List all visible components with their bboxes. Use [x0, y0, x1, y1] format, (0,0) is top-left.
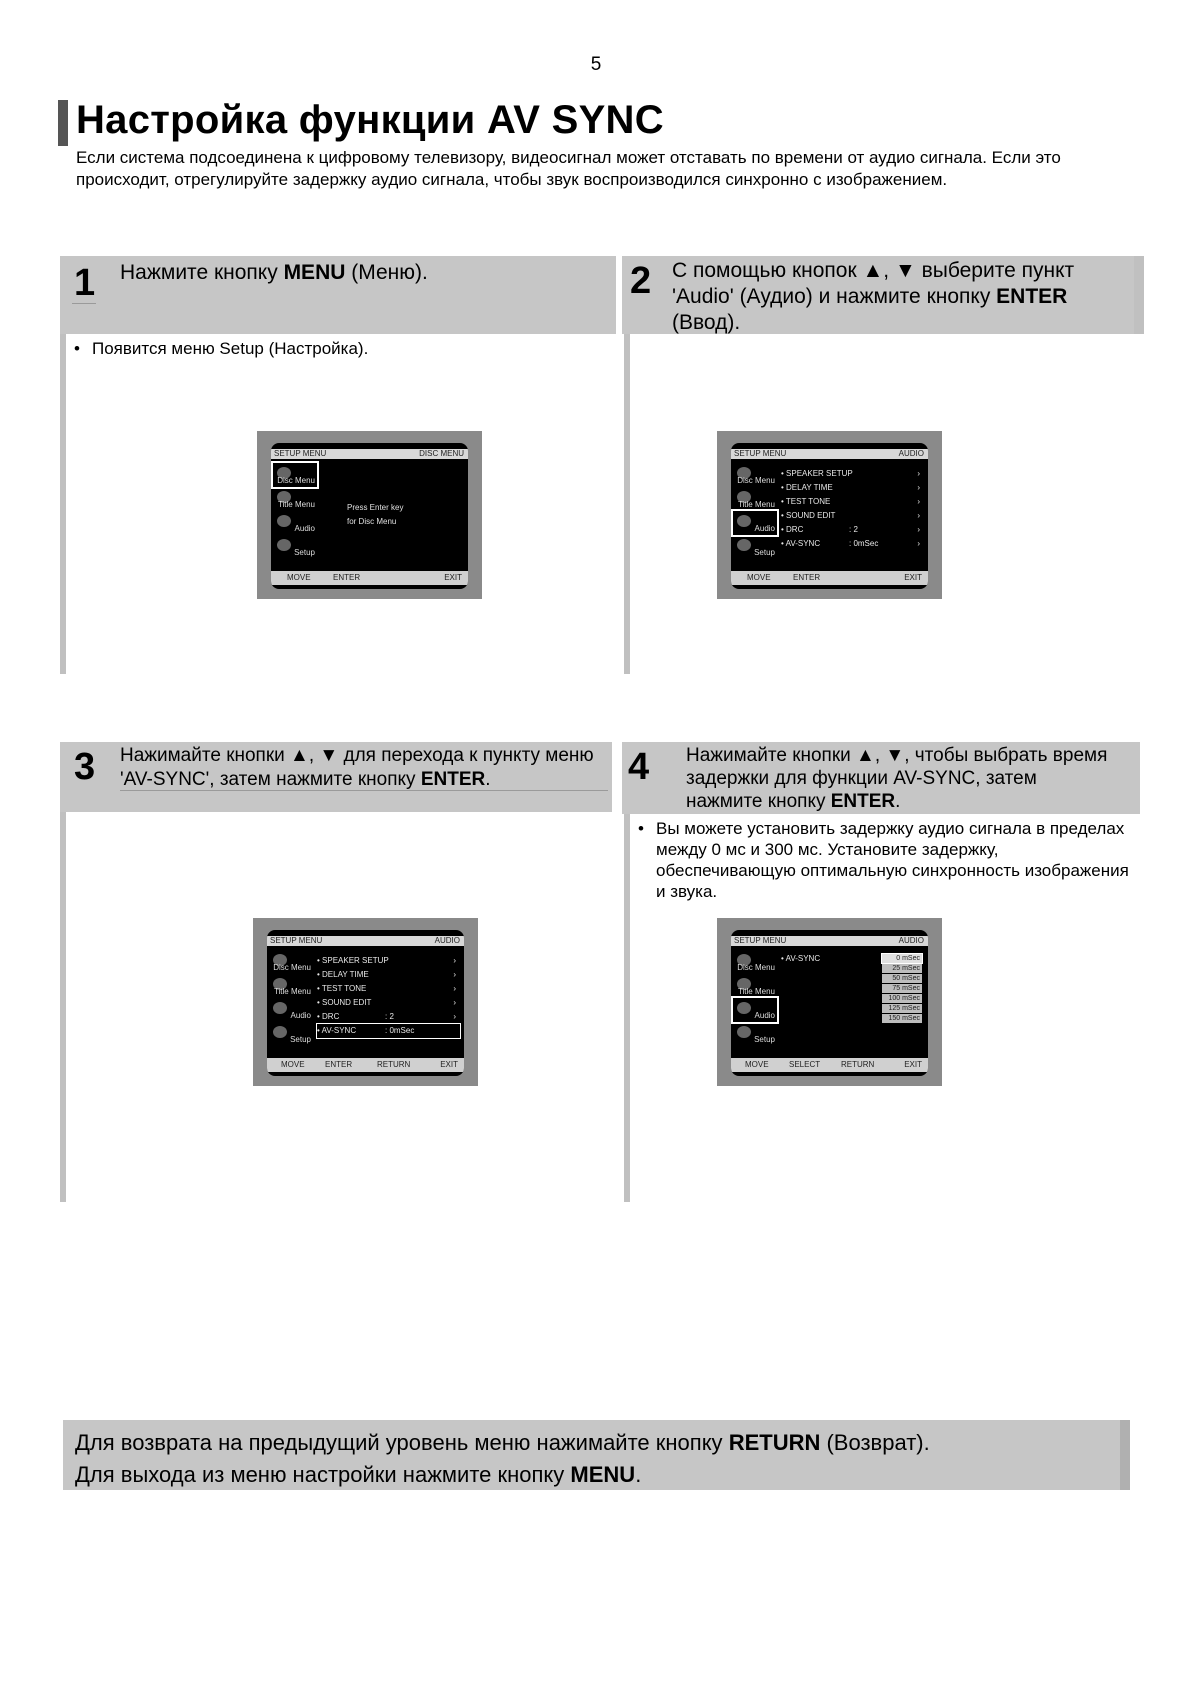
screen-3-top-right: AUDIO [434, 936, 460, 945]
screen-3-return: RETURN [377, 1060, 411, 1069]
step-2-text: С помощью кнопок ▲, ▼ выберите пункт 'Audio' (Аудио) и нажмите кнопку ENTER (Ввод). [672, 259, 1075, 334]
screen-4-move: MOVE [745, 1060, 769, 1069]
screen-3-row-delay-time: • DELAY TIME › [317, 970, 456, 979]
screen-audio-menu [717, 431, 942, 599]
screen-3-row-sound-edit: • SOUND EDIT › [317, 998, 456, 1007]
screen-4-row-av-sync: • AV-SYNC [781, 954, 821, 963]
screen-3-side-setup: Setup [269, 1022, 313, 1046]
screen-1-top-left: SETUP MENU [274, 449, 327, 458]
screen-2-row-av-sync: • AV-SYNC : 0mSec › [781, 539, 920, 548]
page-number: 5 [590, 54, 602, 75]
screen-4-top-left: SETUP MENU [734, 936, 787, 945]
screen-1-exit: EXIT [444, 573, 462, 582]
screen-2-side-title: Title Menu [733, 487, 777, 511]
footer-note [63, 1420, 1125, 1490]
screen-4-side-disc: Disc Menu [733, 950, 777, 974]
title-accent-bar [58, 100, 68, 146]
screen-3-side-audio: Audio [269, 998, 313, 1022]
step-4-note: • Вы можете установить задержку аудио сигнала в пределах между 0 мс и 300 мс. Установите задержку, обеспечивающую оптимальную синхронность изображения и звука. [638, 819, 1129, 901]
speaker-icon [277, 515, 291, 527]
screen-disc-menu [257, 431, 482, 599]
screen-4-select: SELECT [789, 1060, 821, 1069]
page-title: Настройка функции AV SYNC [76, 98, 664, 142]
delay-option: 50 mSec [882, 974, 922, 983]
step-2-number: 2 [630, 260, 652, 302]
step-4-number: 4 [628, 746, 650, 788]
footer-line-menu: Для выхода из меню настройки нажмите кнопку MENU. [75, 1462, 642, 1487]
screen-2-row-drc: • DRC : 2 › [781, 525, 920, 534]
screen-2-enter: ENTER [793, 573, 821, 582]
screen-2-side-disc: Disc Menu [733, 463, 777, 487]
screen-3-row-speaker-setup: • SPEAKER SETUP › [317, 956, 456, 965]
screen-av-sync-delays [717, 918, 942, 1086]
delay-option: 75 mSec [882, 984, 922, 993]
screen-2-row-test-tone: • TEST TONE › [781, 497, 920, 506]
step-3-side-bar [60, 812, 66, 1202]
screen-2-side-setup: Setup [733, 535, 777, 559]
screen-2-row-delay-time: • DELAY TIME › [781, 483, 920, 492]
step-1-number: 1 [74, 262, 96, 304]
speaker-icon [737, 1002, 751, 1014]
delay-option: 0 mSec [882, 954, 922, 963]
delay-option: 25 mSec [882, 964, 922, 973]
delay-option: 150 mSec [882, 1014, 922, 1023]
speaker-icon [273, 1002, 287, 1014]
footer-edge-bar [1120, 1420, 1130, 1490]
screen-3-row-drc: • DRC : 2 › [317, 1012, 456, 1021]
screen-3-row-test-tone: • TEST TONE › [317, 984, 456, 993]
screen-3-row-av-sync: • AV-SYNC : 0mSec [317, 1024, 460, 1038]
step-4-text: Нажимайте кнопки ▲, ▼, чтобы выбрать время задержки для функции AV-SYNC, затем нажмите кнопку ENTER. [686, 745, 1108, 812]
step-3-text: Нажимайте кнопки ▲, ▼ для перехода к пункту меню 'AV-SYNC', затем нажмите кнопку ENTER. [120, 745, 594, 790]
screen-2-top-left: SETUP MENU [734, 449, 787, 458]
screen-1-side-title: Title Menu [273, 487, 317, 511]
screen-1-side-audio: Audio [273, 511, 317, 535]
screen-1-move: MOVE [287, 573, 311, 582]
screen-3-move: MOVE [281, 1060, 305, 1069]
screen-3-side-disc: Disc Menu [269, 950, 313, 974]
gear-icon [273, 1026, 287, 1038]
step-1-text: Нажмите кнопку MENU (Меню). [120, 261, 428, 284]
screen-3-side-title: Title Menu [269, 974, 313, 998]
screen-3-top-left: SETUP MENU [270, 936, 323, 945]
screen-4-exit: EXIT [904, 1060, 922, 1069]
step-4-side-bar [624, 814, 630, 1202]
screen-4-return: RETURN [841, 1060, 875, 1069]
screen-4-side-setup: Setup [733, 1022, 777, 1046]
gear-icon [277, 539, 291, 551]
step-2-header-edge [1134, 256, 1144, 334]
step-3-number: 3 [74, 746, 96, 788]
delay-option: 100 mSec [882, 994, 922, 1003]
gear-icon [737, 539, 751, 551]
screen-2-move: MOVE [747, 573, 771, 582]
step-2-side-bar [624, 334, 630, 674]
footer-line-return: Для возврата на предыдущий уровень меню нажимайте кнопку RETURN (Возврат). [75, 1430, 930, 1455]
screen-4-side-title: Title Menu [733, 974, 777, 998]
speaker-icon [737, 515, 751, 527]
screen-2-top-right: AUDIO [898, 449, 924, 458]
screen-2-row-speaker-setup: • SPEAKER SETUP › [781, 469, 920, 478]
screen-3-exit: EXIT [440, 1060, 458, 1069]
intro-paragraph: Если система подсоединена к цифровому телевизору, видеосигнал может отставать по времени от аудио сигнала. Если это происходит, отрегулируйте задержку аудио сигнала, чтобы звук воспроизводился синхронно с изображением. [76, 148, 1061, 189]
step-1-note: • Появится меню Setup (Настройка). [74, 339, 369, 358]
screen-4-delay-list [882, 954, 922, 1024]
screen-2-exit: EXIT [904, 573, 922, 582]
screen-1-side-setup: Setup [273, 535, 317, 559]
delay-option: 125 mSec [882, 1004, 922, 1013]
screen-1-message: Press Enter key for Disc Menu [347, 503, 404, 526]
screen-3-enter: ENTER [325, 1060, 353, 1069]
screen-4-top-right: AUDIO [898, 936, 924, 945]
step-1-side-bar [60, 334, 66, 674]
gear-icon [737, 1026, 751, 1038]
screen-av-sync-selected [253, 918, 478, 1086]
screen-1-top-right: DISC MENU [419, 449, 464, 458]
screen-1-enter: ENTER [333, 573, 361, 582]
screen-4-side-audio: Audio [733, 998, 777, 1022]
screen-1-side-disc: Disc Menu [273, 463, 317, 487]
screen-2-side-audio: Audio [733, 511, 777, 535]
screen-2-row-sound-edit: • SOUND EDIT › [781, 511, 920, 520]
